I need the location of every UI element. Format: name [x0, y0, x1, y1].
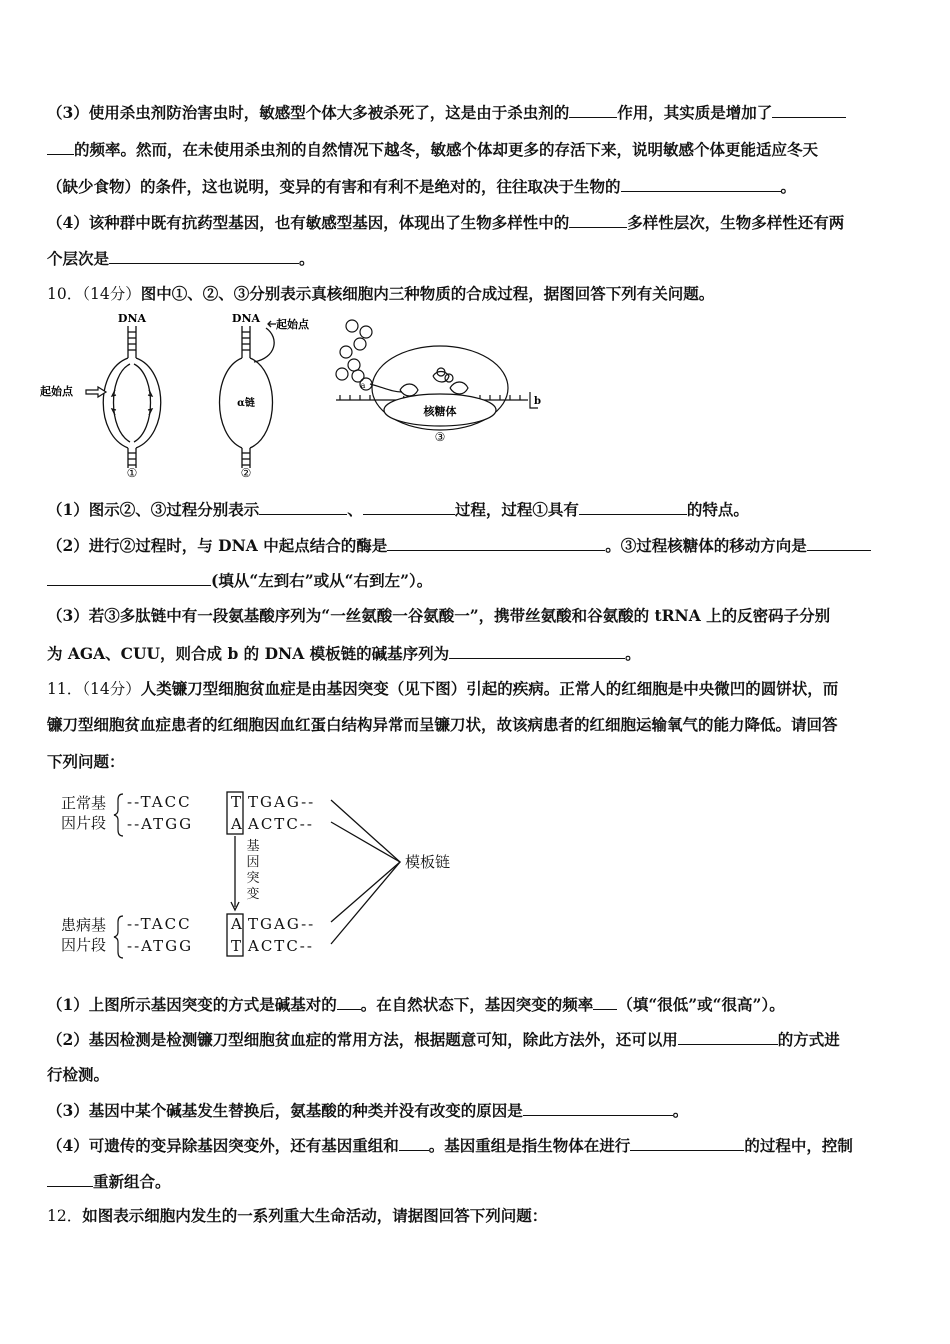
q12-header: 12．如图表示细胞内发生的一系列重大生命活动，请据图回答下列问题：: [47, 1206, 548, 1225]
answer-blank: [579, 499, 687, 515]
figure-number-1: ①: [126, 466, 138, 480]
answer-blank: [449, 643, 625, 659]
q11-intro-line1: 11．（14分）人类镰刀型细胞贫血症是由基因突变（见下图）引起的疾病。正常人的红细胞是中央微凹的圆饼状，而: [47, 679, 839, 698]
q10-p2-line1: （2）进行②过程时，与 DNA 中起点结合的酶是 。③过程核糖体的移动方向是: [47, 535, 910, 556]
answer-blank: [807, 535, 871, 551]
q11-intro-line2: 镰刀型细胞贫血症患者的红细胞因血红蛋白结构异常而呈镰刀状，故该病患者的红细胞运输氧气的能力降低。请回答: [47, 715, 838, 734]
q11-p1: （1）上图所示基因突变的方式是碱基对的 。在自然状态下，基因突变的频率 （填“很低”或“很高”）。: [47, 995, 785, 1014]
braces: [114, 794, 123, 958]
answer-blank: [363, 499, 455, 515]
answer-blank: [259, 499, 347, 515]
q9-p3-line1: （3）使用杀虫剂防治害虫时，敏感型个体大多被杀死了，这是由于杀虫剂的 作用，其实质是增加了: [47, 102, 910, 123]
replication-bubble: [103, 326, 161, 468]
normal-strand-bottom-left: --ATGG: [127, 815, 194, 833]
answer-blank: [47, 1171, 93, 1187]
q10-p1: （1）图示②、③过程分别表示 、 过程，过程①具有 的特点。: [47, 500, 749, 519]
dna-label-2: DNA: [231, 312, 261, 325]
start-point-label-2: 起始点: [276, 318, 309, 331]
q10-p3-line2: 为 AGA、CUU，则合成 b 的 DNA 模板链的碱基序列为 。: [47, 644, 641, 663]
q10-p3-line1: （3）若③多肽链中有一段氨基酸序列为“一丝氨酸一谷氨酸一”，携带丝氨酸和谷氨酸的 tRNA 上的反密码子分别: [47, 606, 831, 625]
disease-strand-bottom-left: --ATGG: [127, 937, 194, 955]
normal-strand-top-right: TGAG--: [248, 793, 316, 811]
q11-p2-line2: 行检测。: [47, 1065, 110, 1084]
answer-blank: [630, 1135, 744, 1151]
q11-intro-line3: 下列问题：: [47, 752, 125, 771]
normal-gene-label-2: 因片段: [61, 814, 107, 832]
start-point-label-1: 起始点: [40, 385, 73, 398]
q10-header: 10．（14分）图中①、②、③分别表示真核细胞内三种物质的合成过程，据图回答下列有关问题。: [47, 284, 715, 303]
q11-p3: （3）基因中某个碱基发生替换后，氨基酸的种类并没有改变的原因是 。: [47, 1101, 689, 1120]
answer-blank: [593, 994, 617, 1010]
answer-blank: [337, 994, 361, 1010]
normal-strand-top-box: T: [231, 793, 244, 811]
q9-p4-line1: （4）该种群中既有抗药型基因，也有敏感型基因，体现出了生物多样性中的 多样性层次，生物多样性还有两: [47, 213, 845, 232]
template-strand-label: 模板链: [405, 853, 451, 871]
normal-strand-top-left: --TACC: [127, 793, 192, 811]
answer-blank: [772, 102, 846, 118]
q11-p4-line2: 重新组合。: [47, 1171, 910, 1192]
mutation-label-char-2: 因: [246, 855, 260, 870]
q9-p4-line2: 个层次是 。: [47, 249, 315, 268]
disease-strand-bottom-right: ACTC--: [248, 937, 314, 955]
dna-label-1: DNA: [117, 312, 147, 325]
disease-gene-label-1: 患病基: [61, 916, 107, 934]
disease-strand-top-left: --TACC: [127, 915, 192, 933]
q11-figure: [55, 782, 485, 967]
transcription-bubble: [220, 321, 277, 468]
answer-blank: [678, 1029, 778, 1045]
q9-p3-line3: （缺少食物）的条件，这也说明，变异的有害和有利不是绝对的，往往取决于生物的 。: [47, 177, 797, 196]
normal-gene-label-1: 正常基: [61, 794, 107, 812]
alpha-chain-label: α链: [237, 398, 255, 409]
q11-p4-line1: （4）可遗传的变异除基因突变外，还有基因重组和 。基因重组是指生物体在进行 的过程中，控制: [47, 1136, 853, 1155]
ribosome-label: 核糖体: [423, 405, 457, 418]
q11-p2-line1: （2）基因检测是检测镰刀型细胞贫血症的常用方法，根据题意可知，除此方法外，还可以用 的方式进: [47, 1030, 840, 1049]
answer-blank: [387, 535, 605, 551]
normal-strand-bottom-right: ACTC--: [248, 815, 314, 833]
disease-gene-label-2: 因片段: [61, 936, 107, 954]
answer-blank: [621, 176, 781, 192]
q10-figure: [40, 310, 560, 480]
mutation-label-char-1: 基: [246, 839, 260, 854]
answer-blank: [399, 1135, 429, 1151]
figure-number-2: ②: [240, 466, 252, 480]
figure-number-3: ③: [434, 430, 446, 444]
disease-strand-bottom-box: T: [231, 937, 244, 955]
answer-blank: [569, 102, 617, 118]
answer-blank: [109, 248, 299, 264]
answer-blank: [47, 139, 74, 155]
disease-strand-top-right: TGAG--: [248, 915, 316, 933]
answer-blank: [523, 1100, 673, 1116]
mutation-label-char-3: 突: [246, 871, 260, 886]
label-b: b: [534, 396, 541, 407]
label-a: a: [360, 381, 366, 390]
q10-p2-line2: (填从“左到右”或从“右到左”）。: [47, 570, 910, 591]
normal-strand-bottom-box: A: [231, 815, 244, 833]
disease-strand-top-box: A: [231, 915, 244, 933]
answer-blank: [569, 212, 627, 228]
answer-blank: [47, 570, 211, 586]
mutation-label-char-4: 变: [246, 887, 260, 902]
q9-p3-line2: 的频率。然而，在未使用杀虫剂的自然情况下越冬，敏感个体却更多的存活下来，说明敏感个体更能适应冬天: [47, 139, 910, 160]
